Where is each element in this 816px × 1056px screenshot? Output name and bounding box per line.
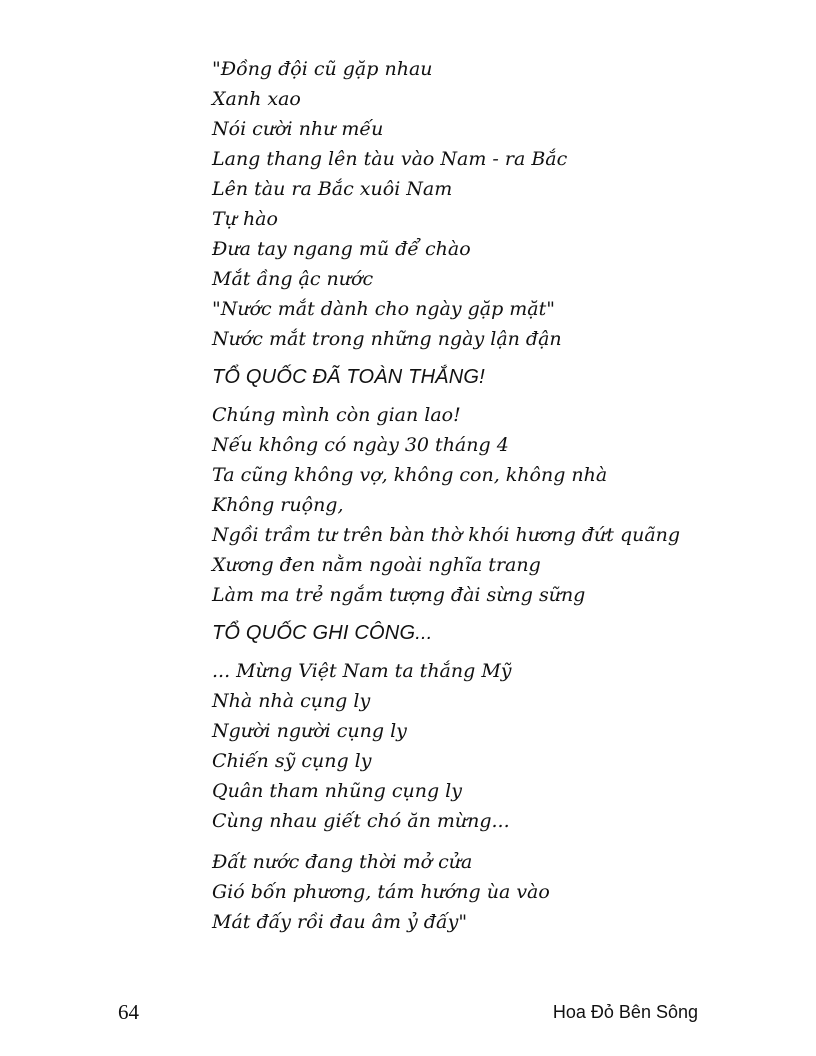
stanza-gap: [212, 648, 732, 656]
heading-to-quoc-ghi-cong: TỔ QUỐC GHI CÔNG...: [212, 622, 433, 644]
poem-line: Lang thang lên tàu vào Nam - ra Bắc: [212, 148, 568, 170]
poem-line: Người người cụng ly: [212, 720, 407, 742]
poem-line: Ta cũng không vợ, không con, không nhà: [212, 464, 608, 486]
poem-line: "Nước mắt dành cho ngày gặp mặt": [212, 298, 556, 320]
poem-line: Chiến sỹ cụng ly: [212, 750, 372, 772]
heading-to-quoc-da-toan-thang: TỔ QUỐC ĐÃ TOÀN THẮNG!: [212, 366, 485, 388]
poem-line: Lên tàu ra Bắc xuôi Nam: [212, 178, 453, 200]
stanza-2: [212, 400, 732, 610]
poem-line: Tự hào: [212, 208, 278, 230]
poem-line: Chúng mình còn gian lao!: [212, 404, 461, 426]
stanza-gap: [212, 354, 732, 362]
poem-line: Nhà nhà cụng ly: [212, 690, 371, 712]
poem-line: ... Mừng Việt Nam ta thắng Mỹ: [212, 660, 512, 682]
poem-line: Xanh xao: [212, 88, 301, 110]
poem-line: Đất nước đang thời mở cửa: [212, 851, 473, 873]
poem-line: Xương đen nằm ngoài nghĩa trang: [212, 554, 541, 576]
page-number: 64: [118, 1000, 139, 1024]
poem-line: Quân tham nhũng cụng ly: [212, 780, 462, 802]
poem-line: "Đồng đội cũ gặp nhau: [212, 58, 433, 80]
running-footer-book-title: Hoa Đỏ Bên Sông: [552, 1002, 698, 1022]
poem-line: Ngồi trầm tư trên bàn thờ khói hương đứt quãng: [212, 524, 681, 546]
poem-line: Mắt ầng ậc nước: [212, 268, 374, 290]
stanza-gap: [212, 610, 732, 618]
poem-line: Gió bốn phương, tám hướng ùa vào: [212, 881, 550, 903]
poem-line: Nếu không có ngày 30 tháng 4: [212, 434, 509, 456]
poem-line: Cùng nhau giết chó ăn mừng...: [212, 810, 510, 832]
poem-body: [212, 54, 732, 937]
poem-line: Nước mắt trong những ngày lận đận: [212, 328, 562, 350]
poem-line: Đưa tay ngang mũ để chào: [212, 238, 471, 260]
poem-line: Nói cười như mếu: [212, 118, 384, 140]
poem-line: Không ruộng,: [212, 494, 344, 516]
stanza-1: [212, 54, 732, 354]
poem-line: Mát đấy rồi đau âm ỷ đấy": [212, 911, 468, 933]
stanza-4: [212, 847, 732, 937]
stanza-gap: [212, 836, 732, 847]
stanza-3: [212, 656, 732, 836]
stanza-gap: [212, 392, 732, 400]
poem-line: Làm ma trẻ ngắm tượng đài sừng sững: [212, 584, 586, 606]
